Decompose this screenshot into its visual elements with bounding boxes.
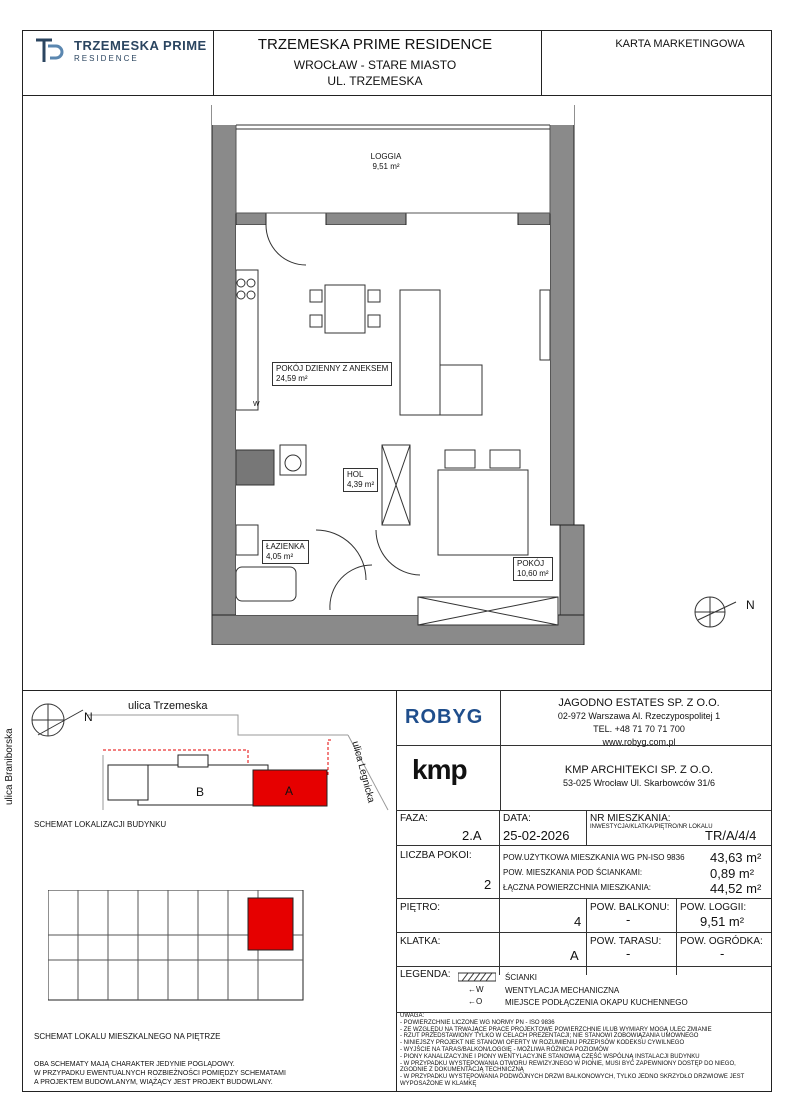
nr-sublabel: INWESTYCJA/KLATKA/PIĘTRO/NR LOKALU [590, 824, 713, 830]
wall-hatch-icon [458, 972, 496, 982]
note-line: - ZE WZGLĘDU NA TRWAJĄCE PRACE PROJEKTOWE POWIERZCHNIE I/LUB WYMIARY MOGĄ ULEC ZMIANIE [400, 1026, 712, 1033]
trzemeska-logo-icon [34, 36, 64, 66]
note-line: - RZUT PRZEDSTAWIONY TYLKO W CELACH PREZENTACJI; NIE STANOWI ZOBOWIĄZANIA UMOWNEGO [400, 1033, 699, 1040]
legend-walls: ŚCIANKI [505, 973, 538, 982]
row-line-1 [396, 845, 771, 846]
pietro-value: 4 [574, 914, 582, 929]
loggia-value: 9,51 m² [700, 914, 745, 929]
data-label: DATA: [503, 813, 531, 824]
room-living [272, 362, 392, 386]
map-north-label: N [84, 710, 93, 724]
frame-right [771, 30, 772, 1092]
developer-web: www.robyg.com.pl [602, 737, 676, 747]
ogrodek-value: - [720, 946, 725, 961]
pow-pod-value: 0,89 m² [710, 866, 755, 881]
frame-top [22, 30, 772, 31]
room-bathroom-area: 4,05 m² [266, 552, 294, 561]
frame-header-bottom [22, 95, 772, 96]
info-top [396, 810, 771, 811]
room-bathroom-name: ŁAZIENKA [266, 542, 305, 551]
notes-block [400, 1013, 770, 1088]
developer-phone: TEL. +48 71 70 71 700 [593, 724, 685, 734]
room-loggia-area: 9,51 m² [372, 162, 400, 171]
architect-info [508, 764, 770, 790]
taras-value: - [626, 946, 631, 961]
room-hall [343, 468, 378, 492]
legend-ventilation: WENTYLACJA MECHANICZNA [505, 986, 620, 995]
room-living-name: POKÓJ DZIENNY Z ANEKSEM [276, 364, 389, 373]
data-value: 25-02-2026 [503, 828, 570, 843]
street-top: ulica Trzemeska [128, 700, 208, 712]
legend-w-symbol: ←W [468, 985, 484, 994]
brand-name: TRZEMESKA PRIME [74, 38, 207, 53]
street-left: ulica Braniborska [4, 728, 15, 805]
note-line: WYPOSAŻONE W KLAMKĘ [400, 1080, 477, 1087]
note-line: - W PRZYPADKU WYSTĘPOWANIA PODWÓJNYCH DRZWI BALKONOWYCH, TYLKO JEDNO SKRZYDŁO DRZWIOWE JEST [400, 1074, 745, 1081]
robyg-logo: ROBYG [405, 706, 484, 728]
klatka-value: A [570, 948, 579, 963]
room-bedroom-area: 10,60 m² [517, 569, 549, 578]
street-right: ulica Legnicka [349, 740, 377, 805]
card-type: KARTA MARKETINGOWA [615, 38, 745, 50]
klatka-label: KLATKA: [400, 936, 441, 947]
taras-label: POW. TARASU: [590, 936, 662, 947]
logo-divider [500, 690, 501, 810]
brand-subtitle: RESIDENCE [74, 54, 139, 63]
pow-pod-label: POW. MIESZKANIA POD ŚCIANKAMI: [503, 868, 643, 877]
row-line-2 [396, 898, 771, 899]
location-map [28, 695, 394, 820]
room-hall-name: HOL [347, 470, 364, 479]
room-bedroom-name: POKÓJ [517, 559, 545, 568]
room-loggia [362, 152, 410, 172]
ogrodek-label: POW. OGRÓDKA: [680, 936, 763, 947]
pokoje-value: 2 [484, 877, 492, 892]
legend-o-symbol: ←O [468, 997, 483, 1006]
ventilation-mark: W [253, 401, 260, 408]
col-line-2 [586, 810, 587, 845]
room-bathroom [262, 540, 309, 564]
building-b-label: B [196, 785, 205, 799]
developer-info [508, 697, 770, 749]
balkon-label: POW. BALKONU: [590, 902, 670, 913]
developer-address: 02-972 Warszawa Al. Rzeczypospolitej 1 [557, 711, 721, 721]
frame-divider-2 [541, 30, 542, 95]
col-line-3 [586, 898, 587, 975]
pokoje-label: LICZBA POKOI: [400, 850, 472, 861]
building-a-label: A [285, 784, 294, 798]
pow-laczna-label: ŁĄCZNA POWIERZCHNIA MIESZKANIA: [503, 883, 652, 892]
note-line: - POWIERZCHNIE LICZONE WG NORMY PN - ISO 9836 [400, 1019, 555, 1026]
scheme-notes [34, 1060, 286, 1087]
page-title: TRZEMESKA PRIME RESIDENCE [257, 36, 493, 53]
frame-bottom [22, 1091, 772, 1092]
compass-north-label: N [746, 598, 755, 612]
pow-uzytkowa-value: 43,63 m² [710, 850, 762, 865]
location-caption: SCHEMAT LOKALIZACJI BUDYNKU [34, 820, 167, 829]
col-line-1 [499, 810, 500, 975]
row-line-4 [396, 966, 771, 967]
note-line: - PIONY KANALIZACYJNE I PIONY WENTYLACYJNE STANOWIĄ CZĘŚĆ WSPÓLNĄ INSTALACJI BUDYNKU [400, 1053, 700, 1060]
note-line: ZGODNIE Z DOKUMENTACJĄ TECHNICZNĄ [400, 1067, 524, 1074]
location-city: WROCŁAW - STARE MIASTO [293, 58, 457, 72]
note-line: - WYJŚCIE NA TARAS/BALKON/LOGGIĘ - MOŻLIWA RÓŻNICA POZIOMÓW [400, 1046, 609, 1053]
architect-name: KMP ARCHITEKCI SP. Z O.O. [564, 764, 714, 776]
frame-left [22, 30, 23, 1092]
legend-hood: MIEJSCE PODŁĄCZENIA OKAPU KUCHENNEGO [505, 998, 688, 1007]
row-line-3 [396, 932, 771, 933]
faza-value: 2.A [462, 828, 482, 843]
room-bedroom [513, 557, 553, 581]
scheme-note-1: OBA SCHEMATY MAJĄ CHARAKTER JEDYNIE POGLĄDOWY. [34, 1061, 235, 1068]
loggia-label: POW. LOGGII: [680, 902, 747, 913]
frame-divider-3 [396, 690, 397, 1091]
compass-icon [690, 592, 740, 632]
legend-label: LEGENDA: [400, 969, 451, 980]
faza-label: FAZA: [400, 813, 428, 824]
scheme-note-3: A PROJEKTEM BUDOWLANYM, WIĄŻĄCY JEST PROJEKT BUDOWLANY. [34, 1079, 273, 1086]
location-street: UL. TRZEMESKA [327, 74, 423, 88]
nr-value: TR/A/4/4 [705, 828, 757, 843]
balkon-value: - [626, 912, 631, 927]
frame-divider-1 [213, 30, 214, 95]
developer-name: JAGODNO ESTATES SP. Z O.O. [558, 697, 720, 709]
note-line: - W PRZYPADKU WYSTĘPOWANIA OTWORU REWIZYJNEGO W PIONIE, MUSI BYĆ ZAPEWNIONY DOSTĘP DO NIEGO, [400, 1060, 736, 1067]
scheme-caption: SCHEMAT LOKALU MIESZKALNEGO NA PIĘTRZE [34, 1032, 221, 1041]
col-line-4 [676, 898, 677, 975]
pietro-label: PIĘTRO: [400, 902, 441, 913]
kmp-logo: kmp [412, 754, 467, 785]
nr-label: NR MIESZKANIA: [590, 813, 671, 824]
legend-w-letter: W [476, 985, 484, 994]
pow-laczna-value: 44,52 m² [710, 881, 762, 896]
room-hall-area: 4,39 m² [347, 480, 375, 489]
scheme-note-2: W PRZYPADKU EWENTUALNYCH ROZBIEŻNOŚCI POMIĘDZY SCHEMATAMI [34, 1070, 286, 1077]
floor-scheme [48, 890, 308, 1005]
architect-address: 53-025 Wrocław Ul. Skarbowców 31/6 [563, 778, 715, 788]
room-loggia-name: LOGGIA [370, 152, 402, 161]
room-living-area: 24,59 m² [276, 374, 308, 383]
frame-plan-bottom [22, 690, 772, 691]
legend-o-letter: O [476, 997, 483, 1006]
pow-uzytkowa-label: POW.UŻYTKOWA MIESZKANIA WG PN-ISO 9836 [503, 853, 685, 862]
notes-title: UWAGA: [400, 1013, 425, 1019]
note-line: - NINIEJSZY PROJEKT NIE STANOWI OFERTY W ROZUMIENIU PRZEPISÓW KODEKSU CYWILNEGO [400, 1040, 685, 1047]
